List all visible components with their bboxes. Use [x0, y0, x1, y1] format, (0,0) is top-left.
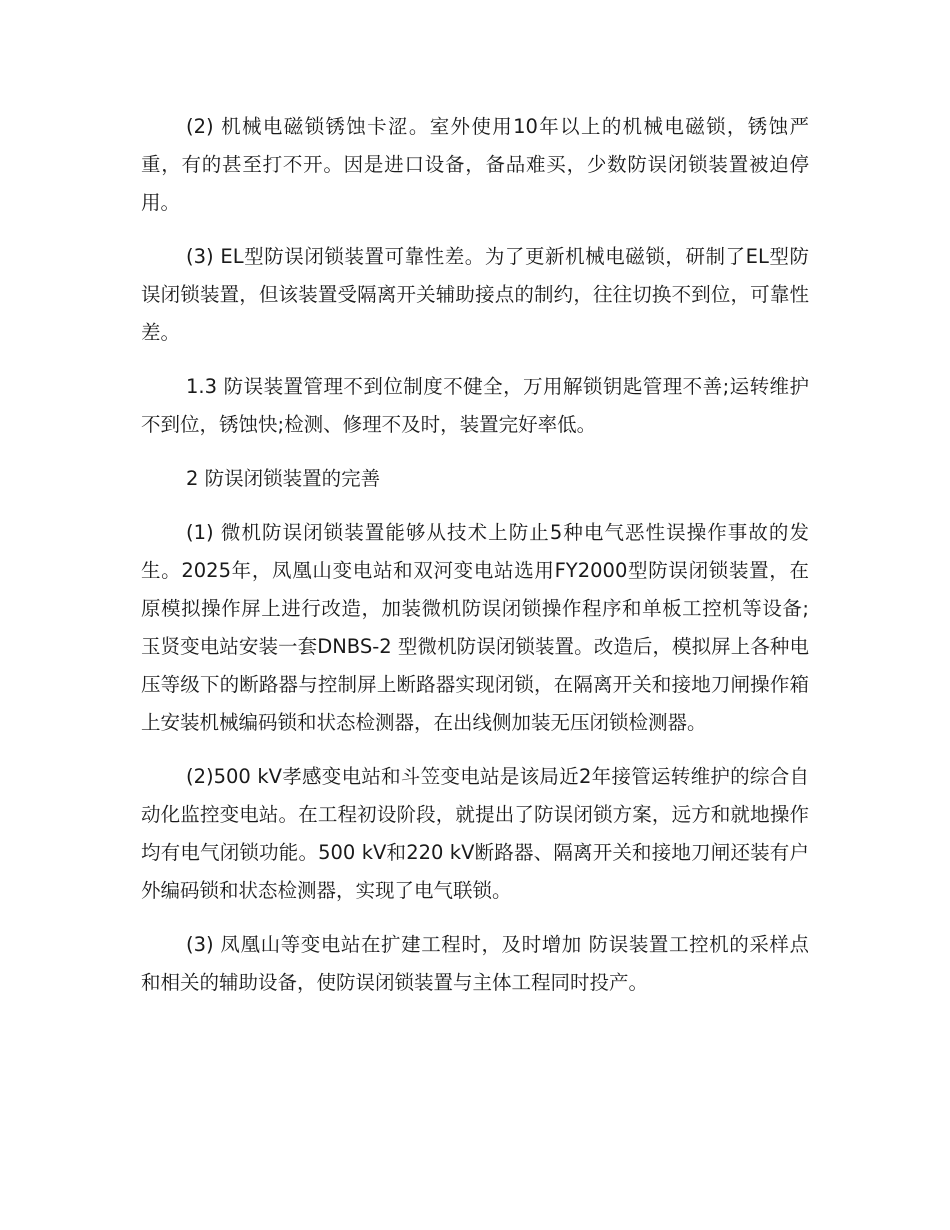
paragraph-el-lock-reliability: (3) EL型防误闭锁装置可靠性差。为了更新机械电磁锁，研制了EL型防误闭锁装置，但该装置受隔离开关辅助接点的制约，往往切换不到位，可靠性差。 [141, 245, 809, 344]
paragraph-500kv-substations: (2)500 kV孝感变电站和斗笠变电站是该局近2年接管运转维护的综合自动化监控变电站。在工程初设阶段，就提出了防误闭锁方案，远方和就地操作均有电气闭锁功能。500 kV和220 kV断路器、隔离开关和接地刀闸还装有户外编码锁和状态检测器，实现了电气联锁。 [141, 765, 809, 902]
paragraph-management-issues: 1.3 防误装置管理不到位制度不健全，万用解锁钥匙管理不善;运转维护不到位，锈蚀快;检测、修理不及时，装置完好率低。 [141, 375, 809, 436]
paragraph-mechanical-lock-corrosion: (2) 机械电磁锁锈蚀卡涩。室外使用10年以上的机械电磁锁，锈蚀严重，有的甚至打不开。因是进口设备，备品难买，少数防误闭锁装置被迫停用。 [141, 115, 809, 214]
document-body [141, 108, 809, 1018]
section-heading-improvement: 2 防误闭锁装置的完善 [186, 467, 381, 490]
paragraph-expansion-projects: (3) 凤凰山等变电站在扩建工程时，及时增加 防误装置工控机的采样点和相关的辅助设备，使防误闭锁装置与主体工程同时投产。 [141, 933, 809, 994]
paragraph-microcomputer-lock: (1) 微机防误闭锁装置能够从技术上防止5种电气恶性误操作事故的发生。2025年，凤凰山变电站和双河变电站选用FY2000型防误闭锁装置，在原模拟操作屏上进行改造，加装微机防误闭锁操作程序和单板工控机等设备;玉贤变电站安装一套DNBS-2 型微机防误闭锁装置。改造后，模拟屏上各种电压等级下的断路器与控制屏上断路器实现闭锁，在隔离开关和接地刀闸操作箱上安装机械编码锁和状态检测器，在出线侧加装无压闭锁检测器。 [141, 521, 809, 734]
